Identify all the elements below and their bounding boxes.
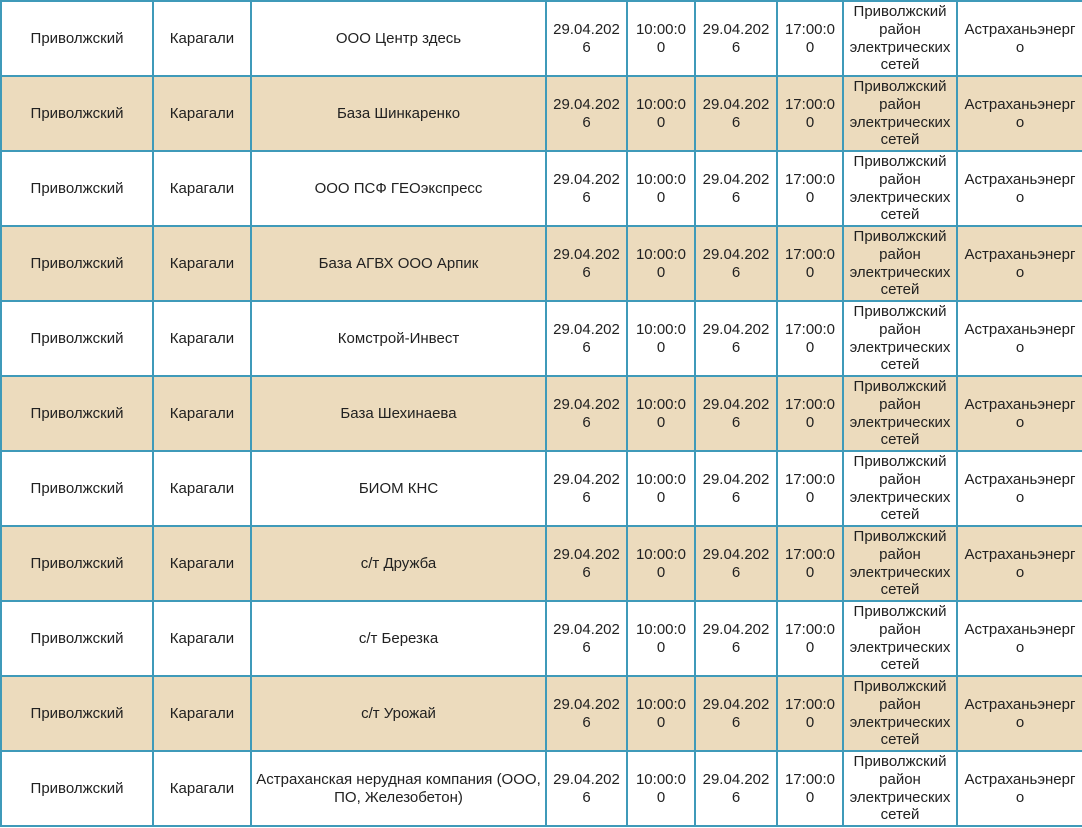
cell-district: Приволжский [1,526,153,601]
cell-locality: Карагали [153,526,251,601]
cell-end-time: 17:00:00 [777,451,843,526]
cell-res: Приволжский район электрических сетей [843,751,957,826]
cell-branch: Астраханьэнерго [957,301,1082,376]
cell-district: Приволжский [1,151,153,226]
cell-end-time: 17:00:00 [777,676,843,751]
cell-end-time: 17:00:00 [777,751,843,826]
cell-locality: Карагали [153,601,251,676]
cell-end-date: 29.04.2026 [695,676,777,751]
cell-start-time: 10:00:00 [627,376,695,451]
cell-start-time: 10:00:00 [627,301,695,376]
cell-res: Приволжский район электрических сетей [843,301,957,376]
cell-res: Приволжский район электрических сетей [843,1,957,76]
cell-start-date: 29.04.2026 [546,151,627,226]
cell-start-time: 10:00:00 [627,751,695,826]
cell-end-time: 17:00:00 [777,76,843,151]
cell-end-date: 29.04.2026 [695,451,777,526]
cell-district: Приволжский [1,226,153,301]
cell-branch: Астраханьэнерго [957,151,1082,226]
cell-end-date: 29.04.2026 [695,301,777,376]
cell-locality: Карагали [153,1,251,76]
cell-locality: Карагали [153,301,251,376]
cell-branch: Астраханьэнерго [957,226,1082,301]
cell-consumer: Комстрой-Инвест [251,301,546,376]
cell-branch: Астраханьэнерго [957,451,1082,526]
cell-end-date: 29.04.2026 [695,76,777,151]
cell-start-time: 10:00:00 [627,601,695,676]
cell-start-time: 10:00:00 [627,526,695,601]
cell-start-date: 29.04.2026 [546,301,627,376]
cell-start-date: 29.04.2026 [546,676,627,751]
cell-consumer: База Шехинаева [251,376,546,451]
cell-start-time: 10:00:00 [627,676,695,751]
cell-start-time: 10:00:00 [627,1,695,76]
cell-end-date: 29.04.2026 [695,151,777,226]
table-row [1,226,1082,301]
cell-locality: Карагали [153,76,251,151]
cell-start-date: 29.04.2026 [546,376,627,451]
cell-res: Приволжский район электрических сетей [843,526,957,601]
cell-branch: Астраханьэнерго [957,376,1082,451]
cell-branch: Астраханьэнерго [957,601,1082,676]
table-row [1,451,1082,526]
cell-end-time: 17:00:00 [777,376,843,451]
cell-start-date: 29.04.2026 [546,601,627,676]
cell-end-time: 17:00:00 [777,226,843,301]
table-row [1,376,1082,451]
cell-start-time: 10:00:00 [627,76,695,151]
table-row [1,526,1082,601]
cell-end-time: 17:00:00 [777,526,843,601]
table-row [1,1,1082,76]
cell-start-time: 10:00:00 [627,226,695,301]
cell-start-date: 29.04.2026 [546,451,627,526]
table-row [1,601,1082,676]
cell-district: Приволжский [1,451,153,526]
cell-consumer: с/т Урожай [251,676,546,751]
cell-district: Приволжский [1,751,153,826]
cell-consumer: База Шинкаренко [251,76,546,151]
cell-start-date: 29.04.2026 [546,751,627,826]
cell-consumer: с/т Дружба [251,526,546,601]
cell-consumer: ООО Центр здесь [251,1,546,76]
cell-branch: Астраханьэнерго [957,526,1082,601]
cell-end-date: 29.04.2026 [695,601,777,676]
cell-district: Приволжский [1,676,153,751]
cell-branch: Астраханьэнерго [957,1,1082,76]
cell-end-date: 29.04.2026 [695,226,777,301]
cell-end-date: 29.04.2026 [695,751,777,826]
cell-res: Приволжский район электрических сетей [843,76,957,151]
cell-start-time: 10:00:00 [627,451,695,526]
table-row [1,76,1082,151]
cell-res: Приволжский район электрических сетей [843,151,957,226]
cell-start-date: 29.04.2026 [546,526,627,601]
cell-end-time: 17:00:00 [777,151,843,226]
cell-branch: Астраханьэнерго [957,676,1082,751]
cell-locality: Карагали [153,376,251,451]
cell-locality: Карагали [153,151,251,226]
cell-branch: Астраханьэнерго [957,76,1082,151]
table-row [1,676,1082,751]
cell-end-date: 29.04.2026 [695,526,777,601]
outage-table-body [1,1,1082,826]
cell-start-date: 29.04.2026 [546,76,627,151]
cell-district: Приволжский [1,376,153,451]
table-row [1,301,1082,376]
cell-locality: Карагали [153,451,251,526]
cell-locality: Карагали [153,226,251,301]
cell-district: Приволжский [1,1,153,76]
cell-branch: Астраханьэнерго [957,751,1082,826]
cell-res: Приволжский район электрических сетей [843,376,957,451]
cell-end-date: 29.04.2026 [695,376,777,451]
cell-consumer: с/т Березка [251,601,546,676]
cell-res: Приволжский район электрических сетей [843,676,957,751]
cell-start-time: 10:00:00 [627,151,695,226]
cell-end-date: 29.04.2026 [695,1,777,76]
cell-res: Приволжский район электрических сетей [843,601,957,676]
table-row [1,151,1082,226]
cell-consumer: Астраханская нерудная компания (ООО, ПО, Железобетон) [251,751,546,826]
cell-start-date: 29.04.2026 [546,1,627,76]
cell-end-time: 17:00:00 [777,301,843,376]
cell-consumer: База АГВХ ООО Арпик [251,226,546,301]
cell-end-time: 17:00:00 [777,601,843,676]
cell-consumer: БИОМ КНС [251,451,546,526]
cell-locality: Карагали [153,751,251,826]
cell-district: Приволжский [1,601,153,676]
cell-consumer: ООО ПСФ ГЕОэкспресс [251,151,546,226]
cell-end-time: 17:00:00 [777,1,843,76]
table-row [1,751,1082,826]
cell-res: Приволжский район электрических сетей [843,451,957,526]
cell-district: Приволжский [1,76,153,151]
cell-start-date: 29.04.2026 [546,226,627,301]
cell-res: Приволжский район электрических сетей [843,226,957,301]
cell-locality: Карагали [153,676,251,751]
cell-district: Приволжский [1,301,153,376]
